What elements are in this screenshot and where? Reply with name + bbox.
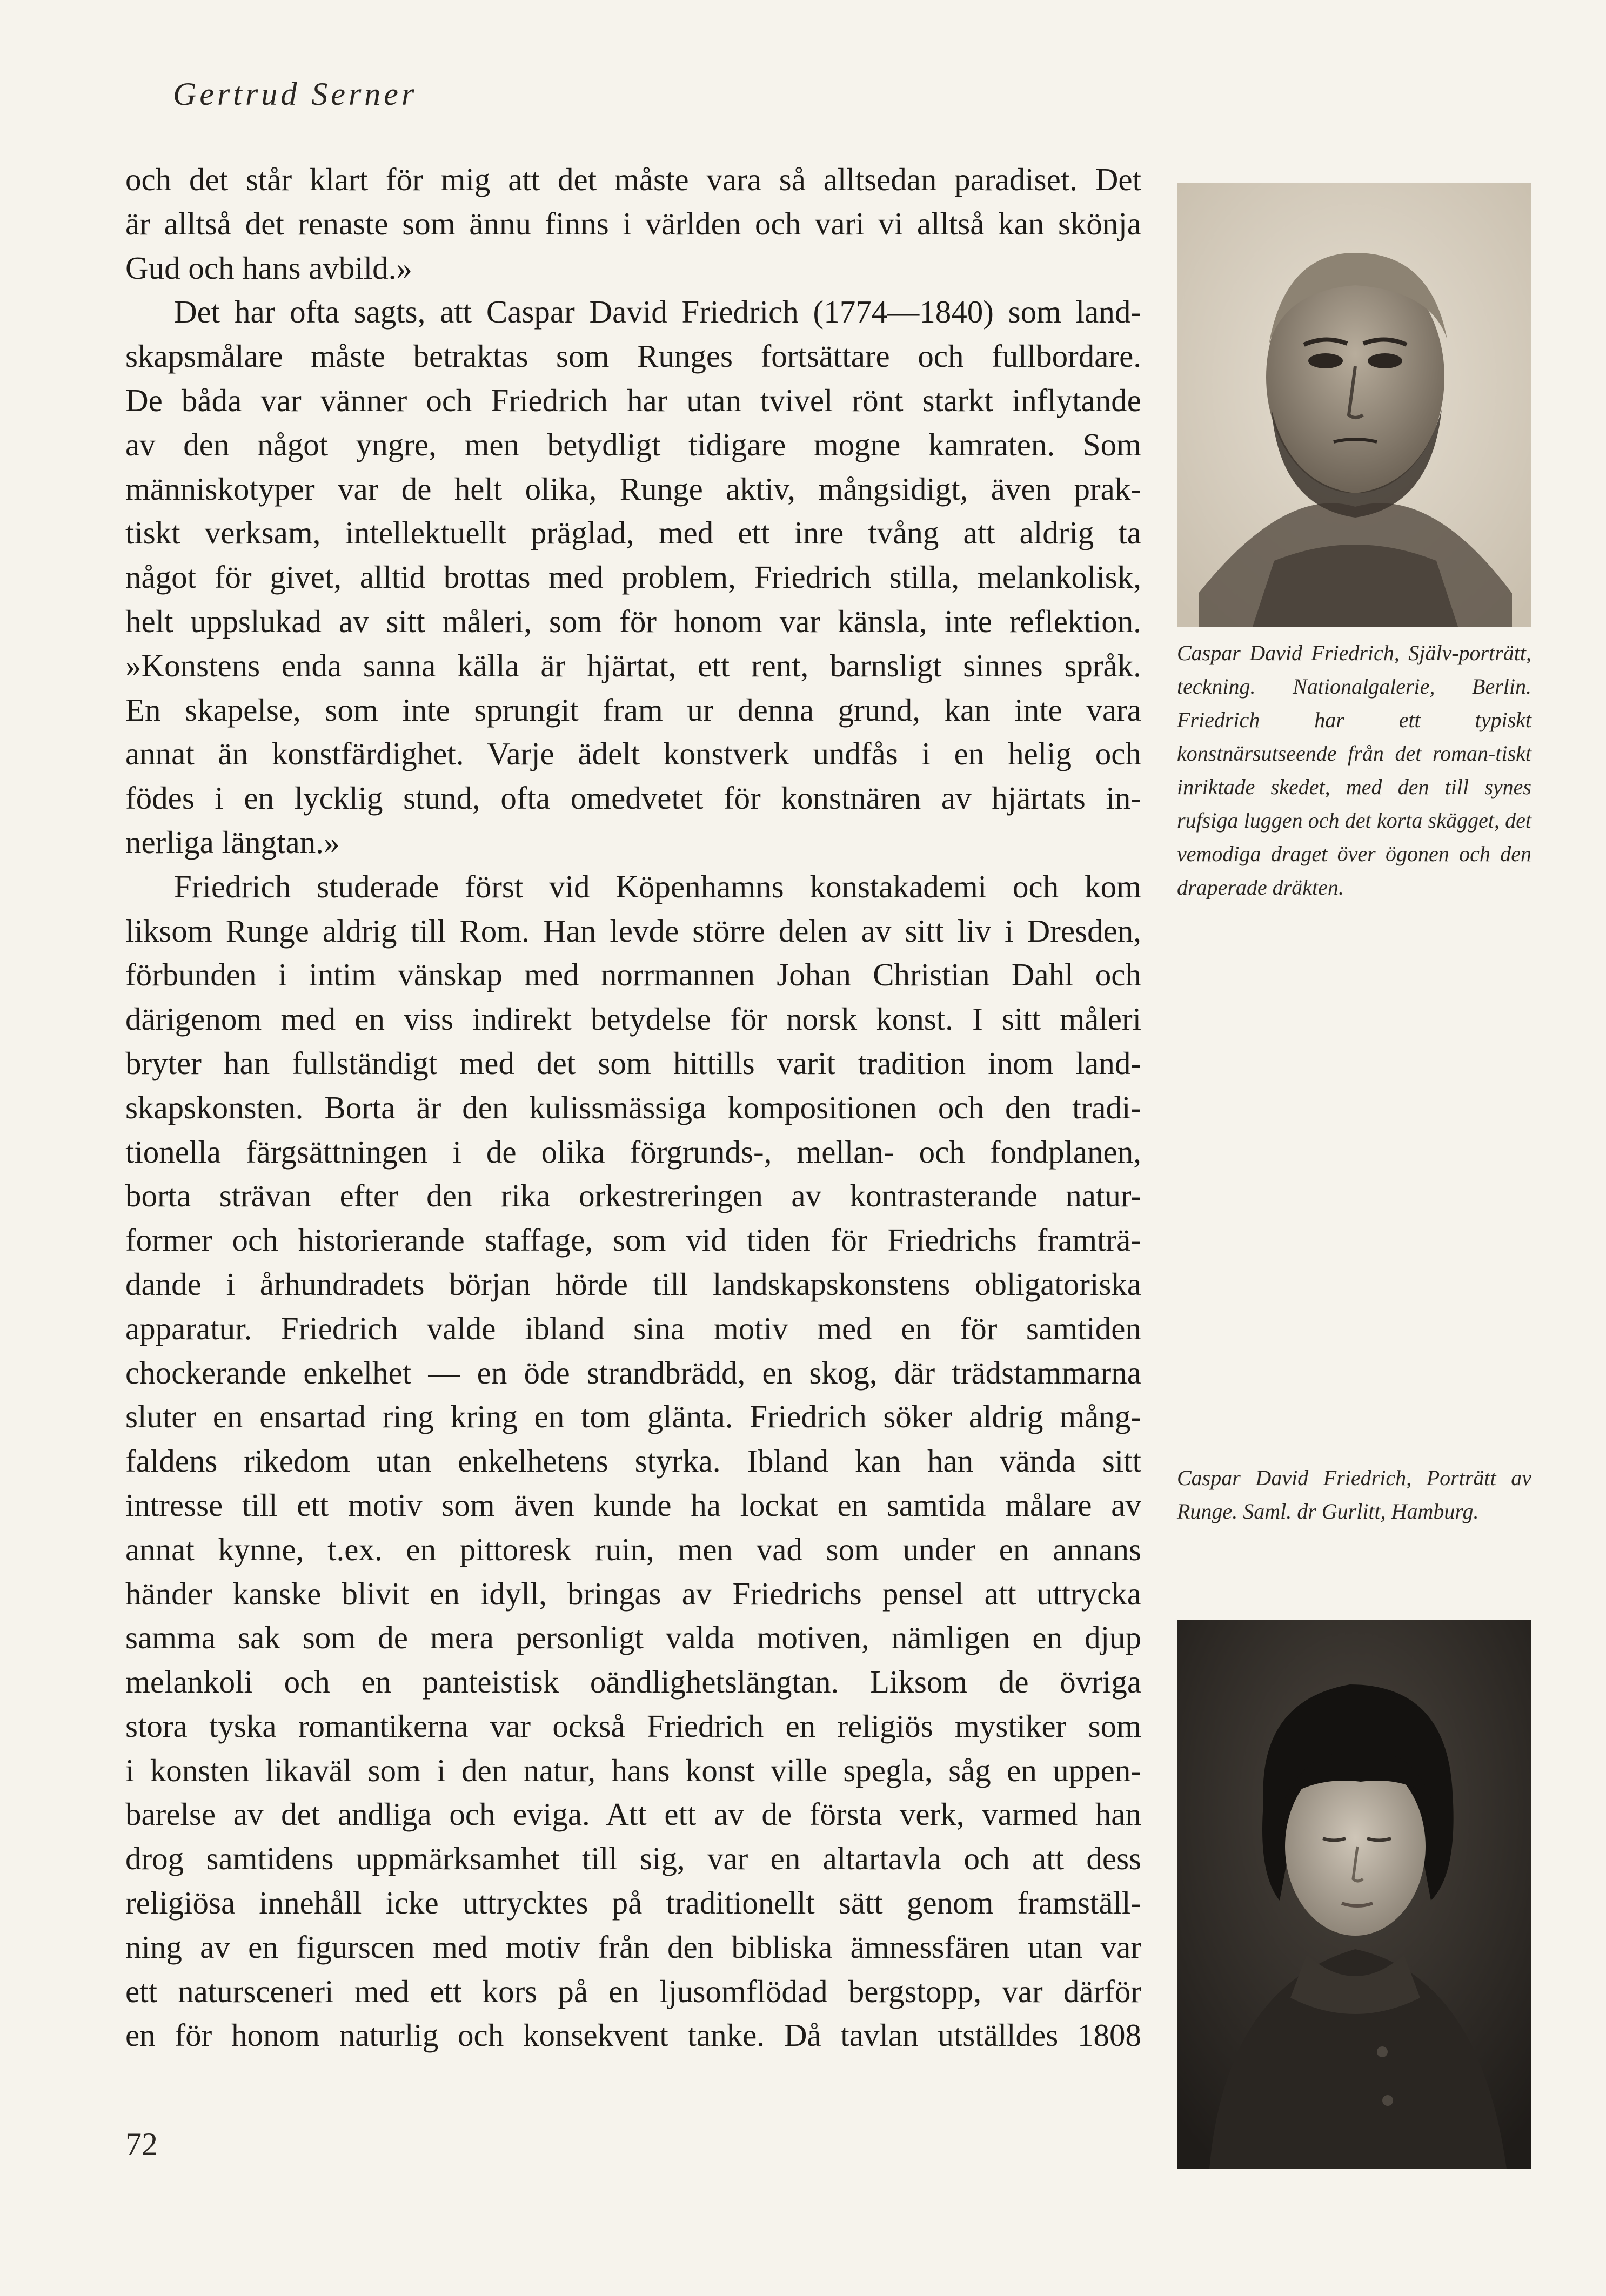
text-line: En skapelse, som inte sprungit fram ur denna grund, kan inte vara: [125, 692, 1141, 728]
text-line: samma sak som de mera personligt valda motiven, nämligen en djup: [125, 1620, 1141, 1656]
text-line: »Konstens enda sanna källa är hjärtat, ett rent, barnsligt sinnes språk.: [125, 647, 1141, 683]
text-line: skapskonsten. Borta är den kulissmässiga kompositionen och den tradi-: [125, 1089, 1141, 1125]
text-line: barelse av det andliga och eviga. Att ett av de första verk, varmed han: [125, 1796, 1141, 1832]
text-line: och det står klart för mig att det måste vara så alltsedan paradiset. Det: [125, 162, 1141, 197]
runge-portrait-image: [1177, 1620, 1531, 2169]
text-line: skapsmålare måste betraktas som Runges fortsättare och fullbordare.: [125, 338, 1141, 374]
text-line: sluter en ensartad ring kring en tom glänta. Friedrich söker aldrig mång-: [125, 1399, 1141, 1435]
text-line: faldens rikedom utan enkelhetens styrka. Ibland kan han vända sitt: [125, 1443, 1141, 1479]
text-line: annat än konstfärdighet. Varje ädelt konstverk undfås i en helig och: [125, 736, 1141, 772]
text-line: intresse till ett motiv som även kunde ha lockat en samtida målare av: [125, 1487, 1141, 1523]
text-line: tiskt verksam, intellektuellt präglad, med ett inre tvång att aldrig ta: [125, 515, 1141, 551]
text-line: apparatur. Friedrich valde ibland sina motiv med en för samtiden: [125, 1310, 1141, 1346]
text-line: är alltså det renaste som ännu finns i världen och vari vi alltså kan skönja: [125, 205, 1141, 241]
text-line: därigenom med en viss indirekt betydelse för norsk konst. I sitt måleri: [125, 1001, 1141, 1037]
text-line: former och historierande staffage, som vid tiden för Friedrichs framträ-: [125, 1222, 1141, 1258]
text-line: Gud och hans avbild.»: [125, 250, 412, 286]
figure-caption: Caspar David Friedrich, Porträtt av Runge. Saml. dr Gurlitt, Hamburg.: [1177, 1466, 1531, 1523]
text-line: De båda var vänner och Friedrich har utan tvivel rönt starkt inflytande: [125, 382, 1141, 418]
page-number: 72: [125, 2126, 158, 2162]
text-line: en för honom naturlig och konsekvent tanke. Då tavlan utställdes 1808: [125, 2017, 1141, 2053]
self-portrait-drawing-image: [1177, 183, 1531, 627]
paragraph-3: [125, 865, 1141, 2058]
text-line: ning av en figurscen med motiv från den bibliska ämnessfären utan var: [125, 1929, 1141, 1965]
text-line: chockerande enkelhet — en öde strandbrädd, en skog, där trädstammarna: [125, 1354, 1141, 1391]
text-line: drog samtidens uppmärksamhet till sig, var en altartavla och att dess: [125, 1841, 1141, 1877]
text-line: annat kynne, t.ex. en pittoresk ruin, men vad som under en annans: [125, 1531, 1141, 1567]
text-line: bryter han fullständigt med det som hittills varit tradition inom land-: [125, 1045, 1141, 1081]
text-line: händer kanske blivit en idyll, bringas av Friedrichs pensel att uttrycka: [125, 1575, 1141, 1612]
text-line: i konsten likaväl som i den natur, hans konst ville spegla, såg en uppen-: [125, 1752, 1141, 1788]
text-line: födes i en lycklig stund, ofta omedvetet för konstnären av hjärtats in-: [125, 780, 1141, 816]
self-portrait-drawing-svg: [1177, 183, 1531, 627]
paragraph-2: [125, 290, 1141, 864]
text-line: förbunden i intim vänskap med norrmannen Johan Christian Dahl och: [125, 957, 1141, 993]
text-line: borta strävan efter den rika orkestreringen av kontrasterande natur-: [125, 1178, 1141, 1214]
text-line: stora tyska romantikerna var också Friedrich en religiös mystiker som: [125, 1708, 1141, 1744]
text-line: helt uppslukad av sitt måleri, som för honom var känsla, inte reflektion.: [125, 603, 1141, 639]
text-line: tionella färgsättningen i de olika förgrunds-, mellan- och fondplanen,: [125, 1133, 1141, 1170]
body-text: [125, 158, 1141, 2058]
text-line: något för givet, alltid brottas med problem, Friedrich stilla, melankolisk,: [125, 559, 1141, 595]
text-line: av den något yngre, men betydligt tidigare mogne kamraten. Som: [125, 426, 1141, 462]
text-line: liksom Runge aldrig till Rom. Han levde större delen av sitt liv i Dresden,: [125, 912, 1141, 949]
text-line: Friedrich studerade först vid Köpenhamns konstakademi och kom: [174, 868, 1141, 904]
paragraph-1: [125, 158, 1141, 290]
text-line: Det har ofta sagts, att Caspar David Friedrich (1774—1840) som land-: [174, 294, 1141, 330]
text-line: dande i århundradets början hörde till landskapskonstens obligatoriska: [125, 1266, 1141, 1302]
text-line: religiösa innehåll icke uttrycktes på traditionellt sätt genom framställ-: [125, 1885, 1141, 1921]
text-line: melankoli och en panteistisk oändlighetslängtan. Liksom de övriga: [125, 1664, 1141, 1700]
text-line: ett natursceneri med ett kors på en ljusomflödad bergstopp, var därför: [125, 1973, 1141, 2009]
figure-caption: Caspar David Friedrich, Själv-porträtt, teckning. Nationalgalerie, Berlin. Friedrich har ett typiskt konstnärsutseende från det roman-tiskt inriktade skedet, med den till synes rufsiga luggen och det korta skägget, det vemodiga draget över ögonen och den draperade dräkten.: [1177, 641, 1531, 899]
text-line: människotyper var de helt olika, Runge aktiv, mångsidigt, även prak-: [125, 471, 1141, 507]
runge-portrait-svg: [1177, 1620, 1531, 2169]
running-head: Gertrud Serner: [173, 76, 418, 112]
text-line: nerliga längtan.»: [125, 824, 340, 860]
